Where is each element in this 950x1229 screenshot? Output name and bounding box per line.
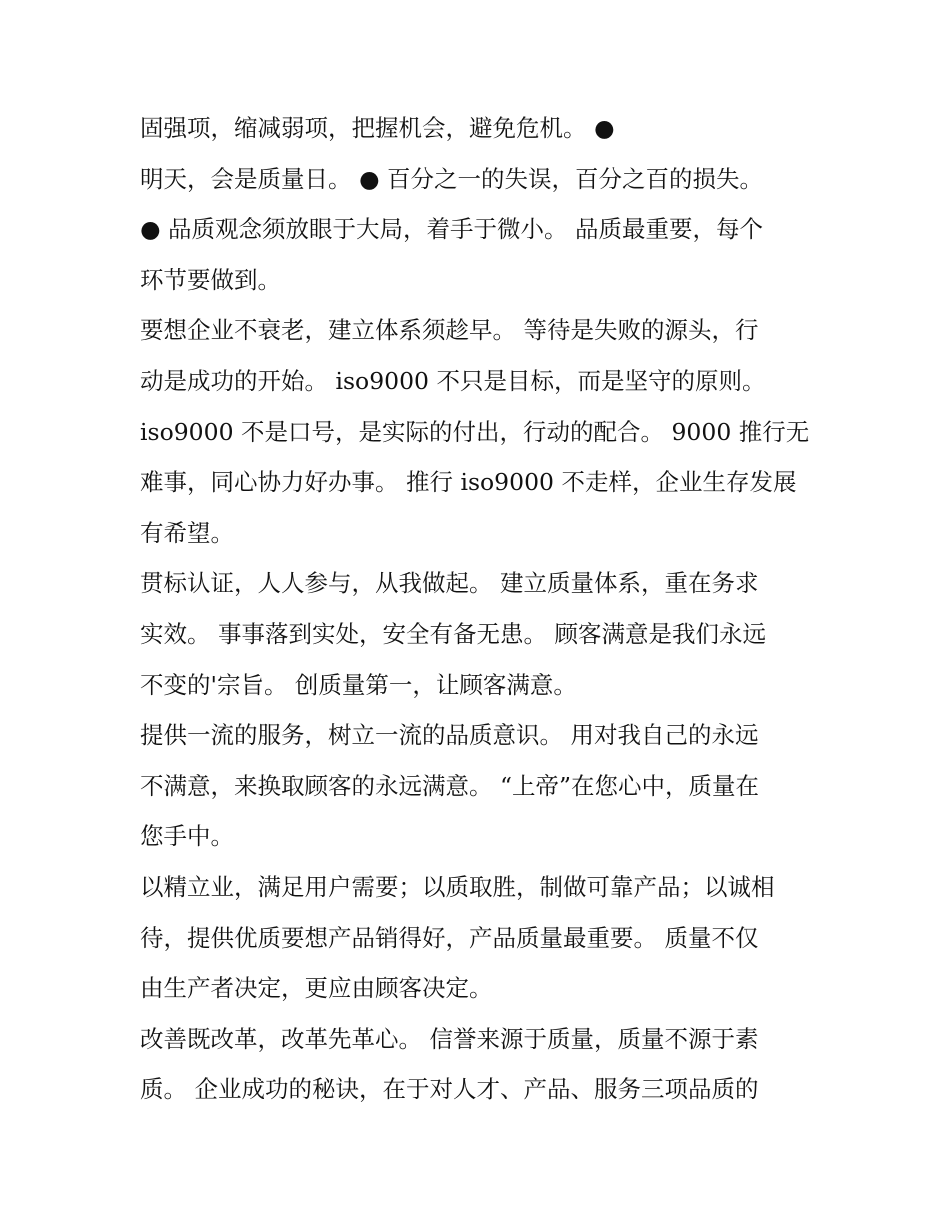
text-line: 不满意，来换取顾客的永远满意。 “上帝”在您心中，质量在 [140, 771, 759, 800]
text-line: 以精立业，满足用户需要；以质取胜，制做可靠产品；以诚相 [140, 872, 775, 901]
text-line: 贯标认证，人人参与，从我做起。 建立质量体系，重在务求 [140, 569, 759, 598]
document-body [140, 103, 820, 1115]
text-line: 环节要做到。 [140, 265, 281, 294]
text-line: 固强项，缩减弱项，把握机会，避免危机。 ● [140, 114, 615, 142]
text-line: 难事，同心协力好办事。 推行 iso9000 不走样，企业生存发展 [140, 468, 797, 497]
text-line: 由生产者决定，更应由顾客决定。 [140, 974, 493, 1003]
text-line: 要想企业不衰老，建立体系须趁早。 等待是失败的源头，行 [140, 316, 759, 345]
text-line: 动是成功的开始。 iso9000 不只是目标，而是坚守的原则。 [140, 366, 766, 395]
text-line: iso9000 不是口号，是实际的付出，行动的配合。 9000 推行无 [140, 417, 810, 446]
text-line: 改善既改革，改革先革心。 信誉来源于质量，质量不源于素 [140, 1024, 759, 1053]
text-line: 有希望。 [140, 518, 234, 547]
text-line: 提供一流的服务，树立一流的品质意识。 用对我自己的永远 [140, 721, 759, 750]
text-line: 您手中。 [140, 822, 234, 851]
text-line: 实效。 事事落到实处，安全有备无患。 顾客满意是我们永远 [140, 619, 766, 648]
text-line: 待，提供优质要想产品销得好，产品质量最重要。 质量不仅 [140, 923, 759, 952]
text-line: 不变的'宗旨。 创质量第一，让顾客满意。 [140, 670, 577, 699]
text-line: 明天，会是质量日。 ● 百分之一的失误，百分之百的损失。 [140, 164, 763, 193]
text-line: 质。 企业成功的秘诀，在于对人才、产品、服务三项品质的 [140, 1075, 759, 1104]
text-line: ● 品质观念须放眼于大局，着手于微小。 品质最重要，每个 [140, 215, 763, 244]
